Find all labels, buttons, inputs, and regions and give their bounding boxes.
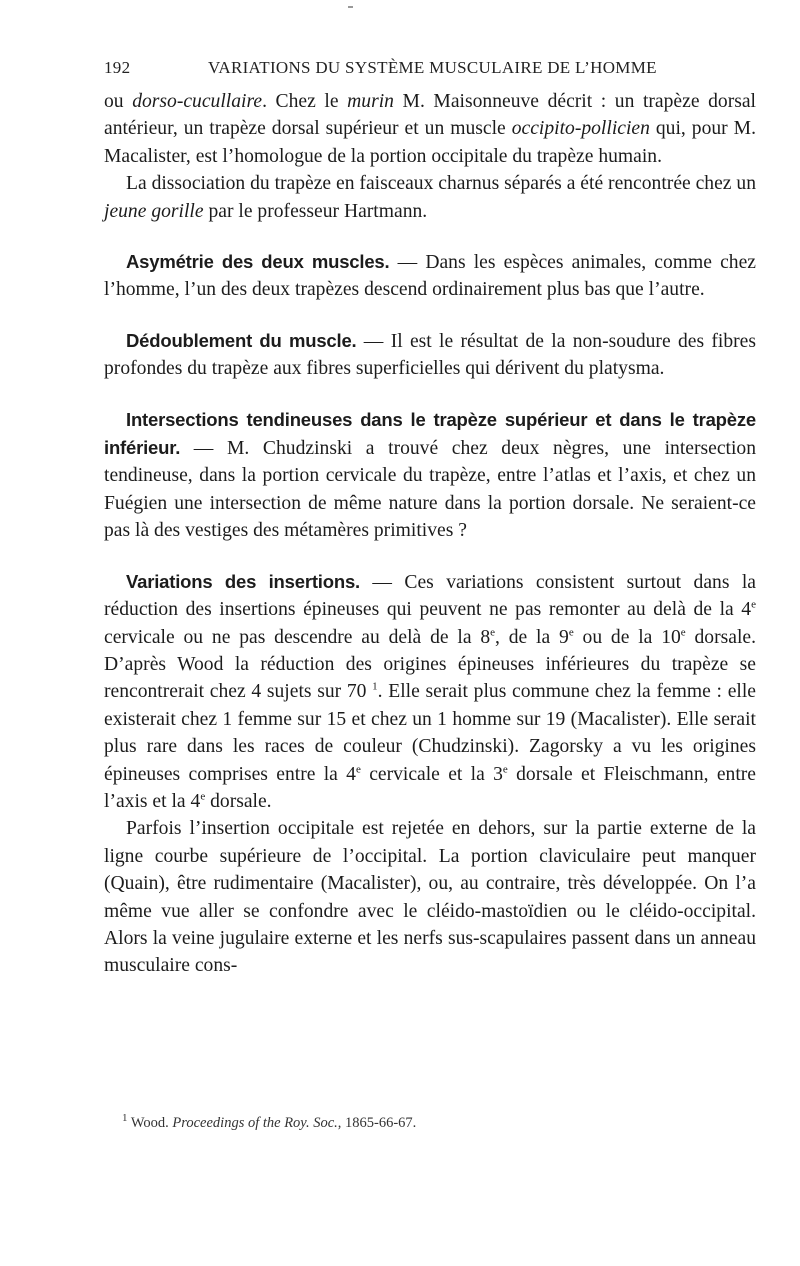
section-heading: Asymétrie des deux muscles. [126, 251, 390, 273]
superscript: e [355, 763, 361, 775]
text-run: qui, pour M. Macalister, est l’homologue de la portion occipitale du trapèze humain. [104, 118, 756, 167]
footnote-title: Proceedings of the Roy. Soc. [172, 1115, 338, 1131]
footnote-ref: 1 [372, 680, 378, 693]
text-run: . Chez le [262, 91, 348, 112]
paragraph-trapeze-dorsal [104, 88, 756, 170]
superscript: e [680, 625, 686, 638]
text-run: ou de la 10 [573, 626, 681, 648]
italic-term: jeune gorille [104, 200, 204, 222]
section-heading: Dédoublement du muscle. [126, 329, 357, 351]
print-speck [348, 6, 353, 8]
italic-term: dorso-cucullaire [132, 91, 263, 112]
text-run: dorsale. D’après Wood la réduction des origines épineuses inférieures du trapèze se rencontrerait chez 4 sujets sur 70 [104, 626, 756, 703]
footnote-author: Wood. [127, 1115, 173, 1131]
text-run: . Elle serait plus commune chez la femme : elle existerait chez 1 femme sur 15 et chez un 1 homme sur 19 (Macalister). Elle serait plus rare dans les races de couleur (Chudzinski). Zagorsky a vu les origines épineuses comprises entre la 4 [104, 681, 756, 785]
footnote [122, 1112, 752, 1132]
superscript: e [751, 598, 756, 611]
section-text: — Il est le résultat de la non-soudure des fibres profondes du trapèze aux fibres superficielles qui dérivent du platysma. [104, 330, 756, 380]
running-title: VARIATIONS DU SYSTÈME MUSCULAIRE DE L’HOMME [208, 58, 657, 77]
paragraph-dissociation [104, 170, 756, 225]
superscript: e [568, 625, 574, 638]
text-run: La dissociation du trapèze en faisceaux charnus séparés a été rencontrée chez un [126, 173, 756, 195]
italic-term: occipito-pollicien [511, 118, 650, 140]
section-text: — M. Chudzinski a trouvé chez deux nègres, une intersection tendineuse, dans la portion cervicale du trapèze, entre l’atlas et l’axis, et chez un Fuégien une intersection de même nature dans la portion dorsale. Ne seraient-ce pas là des vestiges des métamères primitives ? [104, 438, 756, 542]
superscript: e [490, 625, 496, 638]
superscript: e [502, 763, 508, 775]
paragraph-insertion-occipitale [104, 815, 756, 979]
italic-term: murin [347, 91, 394, 112]
footnote-citation: , 1865-66-67. [337, 1115, 417, 1131]
text-run: ou [104, 91, 133, 112]
text-run: par le professeur Hartmann. [203, 200, 428, 222]
text-run: dorsale et Fleischmann, entre l’axis et la 4 [104, 763, 756, 812]
text-run: M. Maisonneuve décrit : un trapèze dorsal antérieur, un trapèze dorsal supérieur et un muscle [104, 91, 756, 140]
text-run: Parfois l’insertion occipitale est rejetée en dehors, sur la partie externe de la ligne courbe supérieure de l’occipital. La portion claviculaire peut manquer (Quain), être rudimentaire (Macalister), ou, au contraire, très développée. On l’a même vue aller se confondre avec le cléido-mastoïdien ou le cléido-occipital. Alors la veine jugulaire externe et les nerfs sus-scapulaires passent dans un anneau musculaire cons- [104, 818, 756, 977]
section-asymetrie [104, 248, 756, 304]
section-heading: Intersections tendineuses dans le trapèze supérieur et dans le trapèze inférieur. [104, 408, 756, 459]
page-body [104, 88, 756, 980]
text-run: dorsale. [205, 790, 272, 812]
superscript: e [200, 790, 206, 803]
text-run: cervicale ou ne pas descendre au delà de la 8 [104, 626, 491, 648]
page-number: 192 [104, 58, 131, 77]
section-text: — Dans les espèces animales, comme chez l’homme, l’un des deux trapèzes descend ordinairement plus bas que l’autre. [104, 252, 756, 301]
text-run: cervicale et la 3 [360, 763, 503, 785]
footnote-marker: 1 [122, 1112, 128, 1125]
section-heading: Variations des insertions. [126, 570, 360, 592]
text-run: — Ces variations consistent surtout dans la réduction des insertions épineuses qui peuvent ne pas remonter au delà de la 4 [104, 571, 757, 621]
section-intersections [104, 406, 756, 545]
text-run: , de la 9 [495, 626, 569, 648]
section-dedoublement [104, 327, 756, 383]
section-variations-insertions [104, 568, 756, 816]
